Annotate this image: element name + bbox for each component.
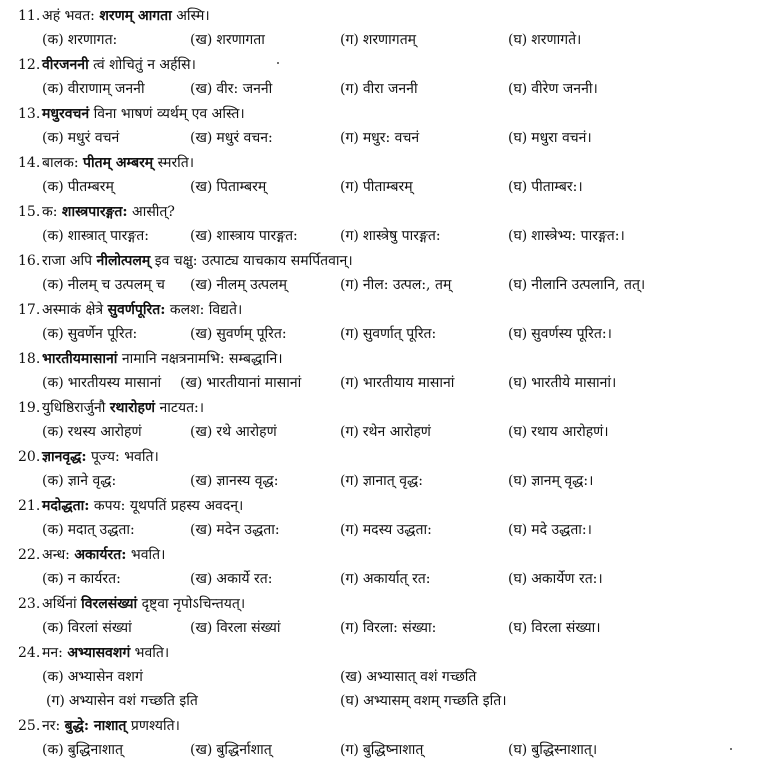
highlighted-compound: नीलोत्पलम् — [96, 253, 151, 269]
option-ga[interactable]: (ग) शास्त्रेषु पारङ्गत: — [340, 228, 441, 244]
highlighted-compound: पीतम् अम्बरम् — [83, 155, 154, 171]
highlighted-compound: बुद्धे: नाशात् — [64, 718, 127, 734]
question-text: अस्माकं क्षेत्रे सुवर्णपूरित: कलश: विद्यते। — [42, 302, 243, 318]
question-text: अन्ध: अकार्यरत: भवति। — [42, 547, 166, 563]
option-ga[interactable]: (ग) अकार्यात् रत: — [340, 571, 431, 587]
option-kha[interactable]: (ख) बुद्धिर्नाशात् — [190, 742, 272, 758]
option-kha[interactable]: (ख) विरला संख्यां — [190, 620, 281, 636]
option-ga[interactable]: (ग) ज्ञानात् वृद्ध: — [340, 473, 423, 489]
scan-speck — [277, 62, 279, 64]
question-19 — [0, 396, 758, 420]
option-gha[interactable]: (घ) अकार्येण रत:। — [508, 571, 603, 587]
question-number: 20. — [18, 449, 41, 465]
options-23 — [0, 616, 758, 640]
option-gha[interactable]: (घ) विरला संख्या। — [508, 620, 601, 636]
highlighted-compound: अभ्यासवशगं — [67, 645, 131, 661]
question-text: अहं भवत: शरणम् आगता अस्मि। — [42, 8, 210, 24]
option-ka[interactable]: (क) विरलां संख्यां — [42, 620, 132, 636]
question-14 — [0, 151, 758, 175]
option-kha[interactable]: (ख) शास्त्राय पारङ्गत: — [190, 228, 298, 244]
question-number: 24. — [18, 645, 41, 661]
question-24 — [0, 641, 758, 665]
option-gha[interactable]: (घ) नीलानि उत्पलानि, तत्। — [508, 277, 646, 293]
option-ga[interactable]: (ग) सुवर्णात् पूरित: — [340, 326, 437, 342]
highlighted-compound: भारतीयमासानां — [42, 351, 118, 367]
option-ga[interactable]: (ग) मदस्य उद्धता: — [340, 522, 432, 538]
options-22 — [0, 567, 758, 591]
option-ka[interactable]: (क) रथस्य आरोहणं — [42, 424, 142, 440]
options-25 — [0, 738, 758, 762]
option-ga[interactable]: (ग) भारतीयाय मासानां — [340, 375, 455, 391]
question-17 — [0, 298, 758, 322]
option-kha[interactable]: (ख) शरणागता — [190, 32, 265, 48]
highlighted-compound: वीरजननी — [42, 57, 89, 73]
question-22 — [0, 543, 758, 567]
option-ga[interactable]: (ग) नील: उत्पल:, तम् — [340, 277, 452, 293]
question-text: मदोद्धता: कपय: यूथपतिं प्रहस्य अवदन्। — [42, 498, 244, 514]
question-number: 19. — [18, 400, 41, 416]
question-number: 18. — [18, 351, 41, 367]
question-text: ज्ञानवृद्ध: पूज्य: भवति। — [42, 449, 159, 465]
option-gha[interactable]: (घ) सुवर्णस्य पूरित:। — [508, 326, 612, 342]
highlighted-compound: ज्ञानवृद्ध: — [42, 449, 87, 465]
question-text: नर: बुद्धे: नाशात् प्रणश्यति। — [42, 718, 180, 734]
question-text: बालक: पीतम् अम्बरम् स्मरति। — [42, 155, 195, 171]
option-kha[interactable]: (ख) पिताम्बरम् — [190, 179, 267, 195]
question-text: वीरजननी त्वं शोचितुं न अर्हसि। — [42, 57, 196, 73]
question-number: 21. — [18, 498, 41, 514]
highlighted-compound: शास्त्रपारङ्गत: — [61, 204, 128, 220]
option-gha[interactable]: (घ) मधुरा वचनं। — [508, 130, 592, 146]
option-ka[interactable]: (क) भारतीयस्य मासानां — [42, 375, 162, 391]
option-gha[interactable]: (घ) ज्ञानम् वृद्ध:। — [508, 473, 594, 489]
highlighted-compound: अकार्यरत: — [74, 547, 127, 563]
option-gha[interactable]: (घ) शरणागते। — [508, 32, 582, 48]
question-text: मधुरवचनं विना भाषणं व्यर्थम् एव अस्ति। — [42, 106, 245, 122]
option-gha[interactable]: (घ) अभ्यासम् वशम् गच्छति इति। — [340, 693, 507, 709]
options-12 — [0, 77, 758, 101]
option-kha[interactable]: (ख) रथे आरोहणं — [190, 424, 277, 440]
option-ga[interactable]: (ग) मधुर: वचनं — [340, 130, 420, 146]
option-ka[interactable]: (क) सुवर्णेन पूरित: — [42, 326, 138, 342]
question-number: 12. — [18, 57, 41, 73]
highlighted-compound: सुवर्णपूरित: — [107, 302, 166, 318]
options-14 — [0, 175, 758, 199]
question-number: 23. — [18, 596, 41, 612]
option-kha[interactable]: (ख) मदेन उद्धता: — [190, 522, 280, 538]
options-16 — [0, 273, 758, 297]
option-gha[interactable]: (घ) मदे उद्धता:। — [508, 522, 592, 538]
highlighted-compound: विरलसंख्यां — [81, 596, 138, 612]
option-ga[interactable]: (ग) अभ्यासेन वशं गच्छति इति — [46, 693, 198, 709]
question-13 — [0, 102, 758, 126]
options-13 — [0, 126, 758, 150]
question-number: 13. — [18, 106, 41, 122]
options-20 — [0, 469, 758, 493]
scan-speck — [730, 748, 732, 750]
question-number: 15. — [18, 204, 41, 220]
question-text: क: शास्त्रपारङ्गत: आसीत्? — [42, 204, 175, 220]
question-11 — [0, 4, 758, 28]
question-number: 14. — [18, 155, 41, 171]
option-ga[interactable]: (ग) वीरा जननी — [340, 81, 418, 97]
question-20 — [0, 445, 758, 469]
option-gha[interactable]: (घ) बुद्धिस्नाशात्। — [508, 742, 598, 758]
option-kha[interactable]: (ख) अभ्यासात् वशं गच्छति — [340, 669, 477, 685]
question-16 — [0, 249, 758, 273]
options-24-row-2 — [0, 689, 758, 713]
option-ga[interactable]: (ग) विरला: संख्या: — [340, 620, 437, 636]
options-18 — [0, 371, 758, 395]
option-ka[interactable]: (क) शास्त्रात् पारङ्गत: — [42, 228, 149, 244]
option-ka[interactable]: (क) मधुरं वचनं — [42, 130, 120, 146]
question-text: राजा अपि नीलोत्पलम् इव चक्षु: उत्पाट्य याचकाय समर्पितवान्। — [42, 253, 353, 269]
option-ka[interactable]: (क) नीलम् च उत्पलम् च — [42, 277, 165, 293]
option-ga[interactable]: (ग) बुद्धिष्नाशात् — [340, 742, 424, 758]
option-kha[interactable]: (ख) वीर: जननी — [190, 81, 273, 97]
question-number: 17. — [18, 302, 41, 318]
options-11 — [0, 28, 758, 52]
option-kha[interactable]: (ख) ज्ञानस्य वृद्ध: — [190, 473, 279, 489]
option-ga[interactable]: (ग) शरणागतम् — [340, 32, 417, 48]
question-21 — [0, 494, 758, 518]
option-ka[interactable]: (क) मदात् उद्धता: — [42, 522, 135, 538]
question-text: अर्थिनां विरलसंख्यां दृष्ट्वा नृपोऽचिन्तयत्। — [42, 596, 246, 612]
option-kha[interactable]: (ख) मधुरं वचन: — [190, 130, 273, 146]
question-23 — [0, 592, 758, 616]
question-number: 22. — [18, 547, 41, 563]
options-15 — [0, 224, 758, 248]
option-kha[interactable]: (ख) अकार्ये रत: — [190, 571, 273, 587]
options-21 — [0, 518, 758, 542]
option-ka[interactable]: (क) पीतम्बरम् — [42, 179, 114, 195]
question-number: 11. — [18, 8, 41, 24]
question-number: 25. — [18, 718, 41, 734]
question-text: मन: अभ्यासवशगं भवति। — [42, 645, 170, 661]
option-gha[interactable]: (घ) भारतीये मासानां। — [508, 375, 617, 391]
question-25 — [0, 714, 758, 738]
question-15 — [0, 200, 758, 224]
option-ka[interactable]: (क) ज्ञाने वृद्ध: — [42, 473, 117, 489]
highlighted-compound: शरणम् आगता — [99, 8, 172, 24]
options-24-row-1 — [0, 665, 758, 689]
option-gha[interactable]: (घ) रथाय आरोहणं। — [508, 424, 609, 440]
option-ka[interactable]: (क) न कार्यरत: — [42, 571, 121, 587]
option-ka[interactable]: (क) बुद्धिनाशात् — [42, 742, 124, 758]
option-ka[interactable]: (क) अभ्यासेन वशगं — [42, 669, 143, 685]
question-text: भारतीयमासानां नामानि नक्षत्रनामभि: सम्बद्धानि। — [42, 351, 283, 367]
question-number: 16. — [18, 253, 41, 269]
question-text: युधिष्ठिरार्जुनौ रथारोहणं नाटयत:। — [42, 400, 205, 416]
highlighted-compound: रथारोहणं — [109, 400, 156, 416]
option-ga[interactable]: (ग) रथेन आरोहणं — [340, 424, 431, 440]
highlighted-compound: मधुरवचनं — [42, 106, 90, 122]
option-ga[interactable]: (ग) पीताम्बरम् — [340, 179, 413, 195]
option-kha[interactable]: (ख) नीलम् उत्पलम् — [190, 277, 287, 293]
highlighted-compound: मदोद्धता: — [42, 498, 90, 514]
option-kha[interactable]: (ख) सुवर्णम् पूरित: — [190, 326, 287, 342]
option-kha[interactable]: (ख) भारतीयानां मासानां — [180, 375, 302, 391]
options-19 — [0, 420, 758, 444]
question-12 — [0, 53, 758, 77]
options-17 — [0, 322, 758, 346]
option-gha[interactable]: (घ) वीरेण जननी। — [508, 81, 598, 97]
option-gha[interactable]: (घ) पीताम्बर:। — [508, 179, 583, 195]
option-ka[interactable]: (क) शरणागत: — [42, 32, 118, 48]
option-ka[interactable]: (क) वीराणाम् जननी — [42, 81, 145, 97]
option-gha[interactable]: (घ) शास्त्रेभ्य: पारङ्गत:। — [508, 228, 625, 244]
question-18 — [0, 347, 758, 371]
